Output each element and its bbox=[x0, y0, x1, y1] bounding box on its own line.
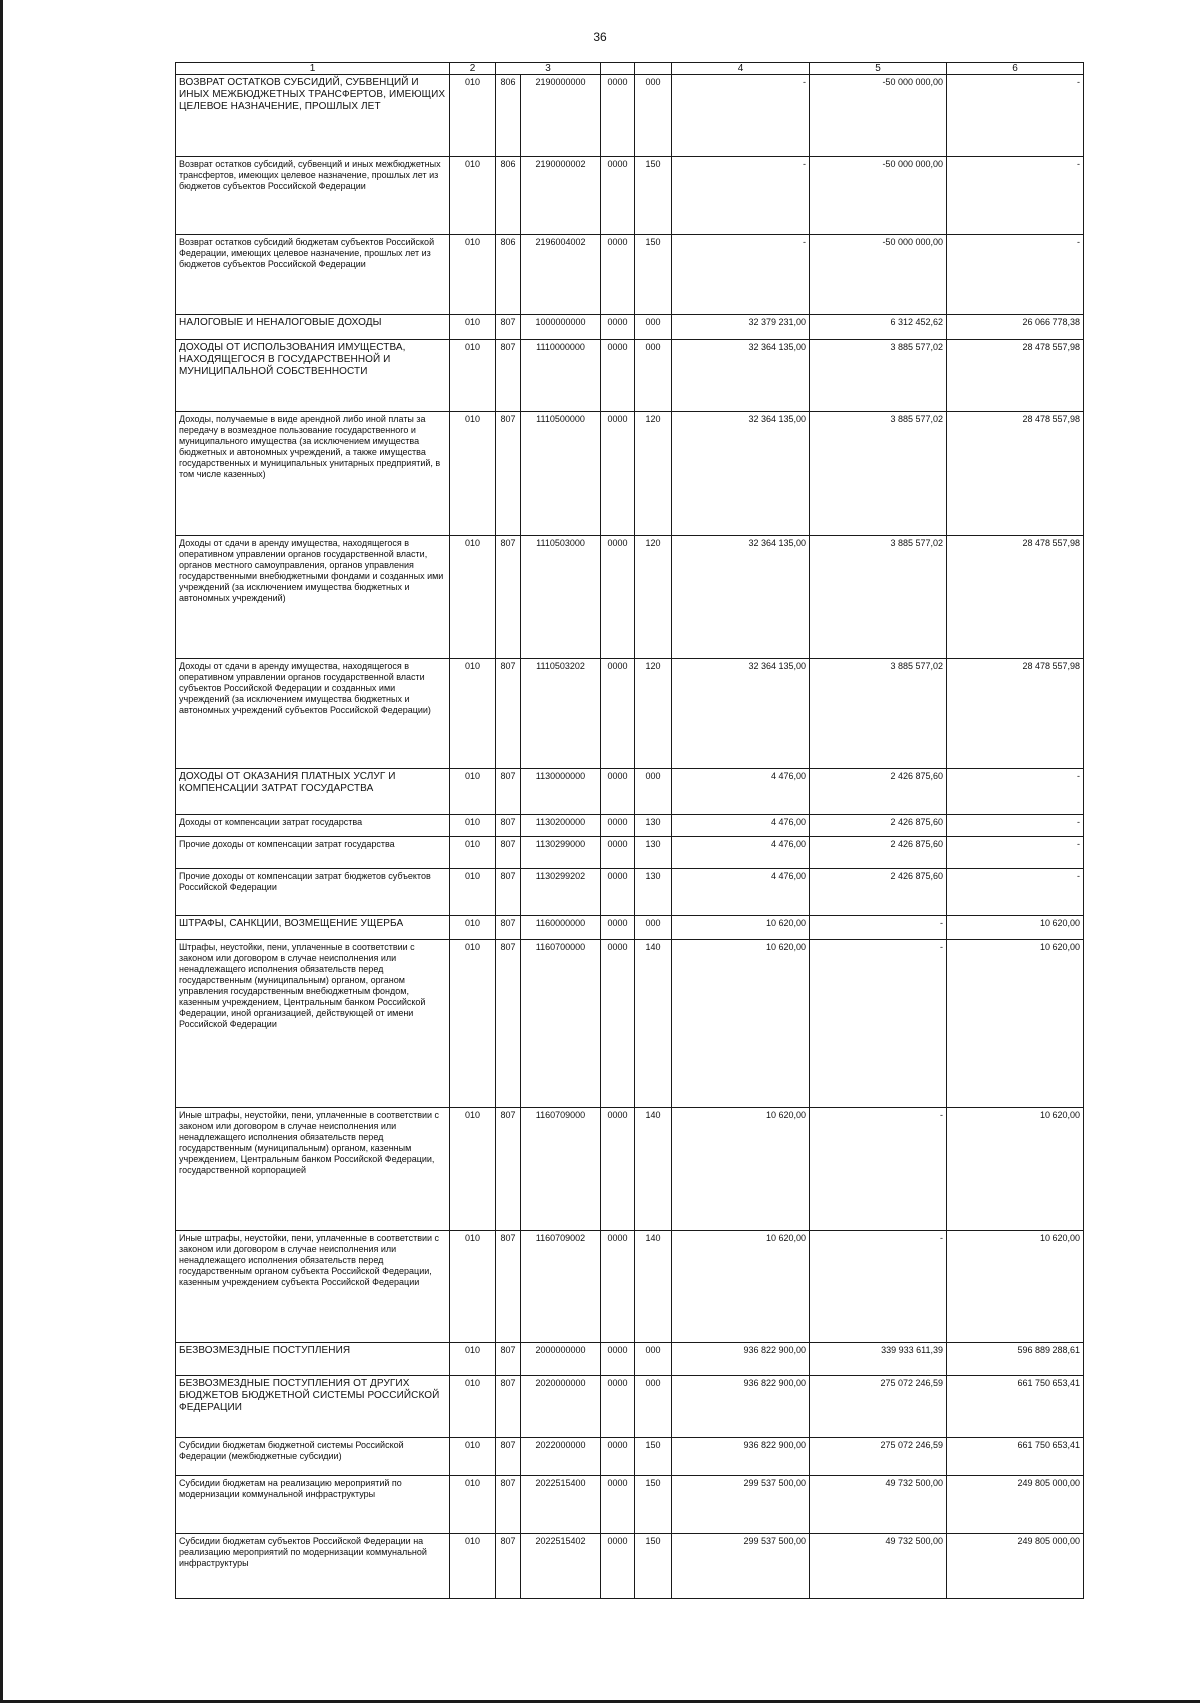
line-code: 010 bbox=[450, 916, 496, 940]
unexecuted-amount: 28 478 557,98 bbox=[947, 340, 1084, 412]
approved-amount: 10 620,00 bbox=[672, 1231, 810, 1343]
unexecuted-amount: - bbox=[947, 769, 1084, 815]
line-code: 010 bbox=[450, 315, 496, 340]
column-number-header: 4 bbox=[672, 63, 810, 75]
revenue-code: 1000000000 bbox=[521, 315, 601, 340]
line-code: 010 bbox=[450, 412, 496, 536]
row-name: ДОХОДЫ ОТ ОКАЗАНИЯ ПЛАТНЫХ УСЛУГ И КОМПЕНСАЦИИ ЗАТРАТ ГОСУДАРСТВА bbox=[176, 769, 450, 815]
executed-amount: 3 885 577,02 bbox=[810, 412, 947, 536]
table-row bbox=[176, 837, 1084, 869]
revenue-code: 2022515402 bbox=[521, 1534, 601, 1599]
revenue-code: 1160000000 bbox=[521, 916, 601, 940]
row-name: Доходы от сдачи в аренду имущества, находящегося в оперативном управлении органов государственной власти субъектов Российской Федерации и созданных ими учреждений (за исключением имущества бюджетных и автономных учреждений субъектов Российской Федерации) bbox=[176, 659, 450, 769]
unexecuted-amount: - bbox=[947, 157, 1084, 235]
table-row bbox=[176, 1343, 1084, 1376]
classification-code: 120 bbox=[635, 659, 672, 769]
line-code: 010 bbox=[450, 837, 496, 869]
approved-amount: 4 476,00 bbox=[672, 815, 810, 837]
row-name: ДОХОДЫ ОТ ИСПОЛЬЗОВАНИЯ ИМУЩЕСТВА, НАХОДЯЩЕГОСЯ В ГОСУДАРСТВЕННОЙ И МУНИЦИПАЛЬНОЙ СОБСТВЕННОСТИ bbox=[176, 340, 450, 412]
approved-amount: 936 822 900,00 bbox=[672, 1343, 810, 1376]
column-number-header: 5 bbox=[810, 63, 947, 75]
executed-amount: -50 000 000,00 bbox=[810, 235, 947, 315]
executed-amount: 2 426 875,60 bbox=[810, 837, 947, 869]
row-name: Возврат остатков субсидий, субвенций и иных межбюджетных трансфертов, имеющих целевое назначение, прошлых лет из бюджетов субъектов Российской Федерации bbox=[176, 157, 450, 235]
approved-amount: 32 364 135,00 bbox=[672, 340, 810, 412]
admin-code: 807 bbox=[496, 815, 521, 837]
approved-amount: 4 476,00 bbox=[672, 869, 810, 916]
subtype-code: 0000 bbox=[601, 536, 635, 659]
unexecuted-amount: 26 066 778,38 bbox=[947, 315, 1084, 340]
admin-code: 807 bbox=[496, 916, 521, 940]
table-row bbox=[176, 235, 1084, 315]
admin-code: 806 bbox=[496, 75, 521, 157]
unexecuted-amount: 249 805 000,00 bbox=[947, 1534, 1084, 1599]
line-code: 010 bbox=[450, 340, 496, 412]
column-number-header bbox=[635, 63, 672, 75]
revenue-code: 1110500000 bbox=[521, 412, 601, 536]
revenue-code: 1160709000 bbox=[521, 1108, 601, 1231]
approved-amount: 4 476,00 bbox=[672, 769, 810, 815]
admin-code: 806 bbox=[496, 157, 521, 235]
executed-amount: 49 732 500,00 bbox=[810, 1476, 947, 1534]
line-code: 010 bbox=[450, 1231, 496, 1343]
classification-code: 150 bbox=[635, 235, 672, 315]
unexecuted-amount: - bbox=[947, 235, 1084, 315]
subtype-code: 0000 bbox=[601, 75, 635, 157]
revenue-code: 1160709002 bbox=[521, 1231, 601, 1343]
revenue-code: 2022000000 bbox=[521, 1438, 601, 1476]
unexecuted-amount: - bbox=[947, 815, 1084, 837]
line-code: 010 bbox=[450, 536, 496, 659]
executed-amount: 49 732 500,00 bbox=[810, 1534, 947, 1599]
subtype-code: 0000 bbox=[601, 315, 635, 340]
revenue-code: 2022515400 bbox=[521, 1476, 601, 1534]
approved-amount: 32 364 135,00 bbox=[672, 536, 810, 659]
executed-amount: - bbox=[810, 940, 947, 1108]
table-row bbox=[176, 940, 1084, 1108]
approved-amount: 299 537 500,00 bbox=[672, 1534, 810, 1599]
executed-amount: 3 885 577,02 bbox=[810, 659, 947, 769]
subtype-code: 0000 bbox=[601, 940, 635, 1108]
revenue-code: 2190000002 bbox=[521, 157, 601, 235]
row-name: Доходы, получаемые в виде арендной либо иной платы за передачу в возмездное пользование государственного и муниципального имущества (за исключением имущества бюджетных и автономных учреждений, а также имущества государственных и муниципальных унитарных предприятий, в том числе казенных) bbox=[176, 412, 450, 536]
subtype-code: 0000 bbox=[601, 916, 635, 940]
row-name: БЕЗВОЗМЕЗДНЫЕ ПОСТУПЛЕНИЯ bbox=[176, 1343, 450, 1376]
revenue-code: 2000000000 bbox=[521, 1343, 601, 1376]
classification-code: 000 bbox=[635, 769, 672, 815]
admin-code: 807 bbox=[496, 837, 521, 869]
scan-edge-left bbox=[0, 0, 3, 1703]
table-row bbox=[176, 1476, 1084, 1534]
revenue-code: 1130299202 bbox=[521, 869, 601, 916]
subtype-code: 0000 bbox=[601, 869, 635, 916]
approved-amount: 936 822 900,00 bbox=[672, 1438, 810, 1476]
line-code: 010 bbox=[450, 869, 496, 916]
column-number-header: 3 bbox=[496, 63, 601, 75]
approved-amount: 32 364 135,00 bbox=[672, 412, 810, 536]
unexecuted-amount: 661 750 653,41 bbox=[947, 1376, 1084, 1438]
admin-code: 807 bbox=[496, 1476, 521, 1534]
row-name: Субсидии бюджетам на реализацию мероприятий по модернизации коммунальной инфраструктуры bbox=[176, 1476, 450, 1534]
classification-code: 150 bbox=[635, 1438, 672, 1476]
admin-code: 807 bbox=[496, 1438, 521, 1476]
row-name: Субсидии бюджетам бюджетной системы Российской Федерации (межбюджетные субсидии) bbox=[176, 1438, 450, 1476]
executed-amount: 2 426 875,60 bbox=[810, 815, 947, 837]
table-row bbox=[176, 1438, 1084, 1476]
classification-code: 150 bbox=[635, 1476, 672, 1534]
row-name: Прочие доходы от компенсации затрат государства bbox=[176, 837, 450, 869]
unexecuted-amount: 28 478 557,98 bbox=[947, 659, 1084, 769]
subtype-code: 0000 bbox=[601, 1231, 635, 1343]
revenue-code: 1110503202 bbox=[521, 659, 601, 769]
line-code: 010 bbox=[450, 1438, 496, 1476]
approved-amount: - bbox=[672, 235, 810, 315]
executed-amount: 339 933 611,39 bbox=[810, 1343, 947, 1376]
admin-code: 807 bbox=[496, 340, 521, 412]
admin-code: 807 bbox=[496, 769, 521, 815]
classification-code: 130 bbox=[635, 869, 672, 916]
unexecuted-amount: 10 620,00 bbox=[947, 940, 1084, 1108]
executed-amount: - bbox=[810, 916, 947, 940]
unexecuted-amount: 28 478 557,98 bbox=[947, 536, 1084, 659]
classification-code: 140 bbox=[635, 1108, 672, 1231]
subtype-code: 0000 bbox=[601, 1343, 635, 1376]
table-row bbox=[176, 340, 1084, 412]
classification-code: 130 bbox=[635, 815, 672, 837]
subtype-code: 0000 bbox=[601, 235, 635, 315]
table-row bbox=[176, 315, 1084, 340]
column-number-header: 6 bbox=[947, 63, 1084, 75]
revenue-code: 2020000000 bbox=[521, 1376, 601, 1438]
row-name: Штрафы, неустойки, пени, уплаченные в соответствии с законом или договором в случае неисполнения или ненадлежащего исполнения обязательств перед государственным (муниципальным) органом, органом управления государственным внебюджетным фондом, казенным учреждением, Центральным банком Российской Федерации, иной организацией, действующей от имени Российской Федерации bbox=[176, 940, 450, 1108]
line-code: 010 bbox=[450, 1534, 496, 1599]
revenue-code: 1130200000 bbox=[521, 815, 601, 837]
unexecuted-amount: 28 478 557,98 bbox=[947, 412, 1084, 536]
executed-amount: 2 426 875,60 bbox=[810, 769, 947, 815]
subtype-code: 0000 bbox=[601, 1534, 635, 1599]
classification-code: 140 bbox=[635, 1231, 672, 1343]
classification-code: 140 bbox=[635, 940, 672, 1108]
unexecuted-amount: 10 620,00 bbox=[947, 916, 1084, 940]
table-row bbox=[176, 659, 1084, 769]
subtype-code: 0000 bbox=[601, 815, 635, 837]
subtype-code: 0000 bbox=[601, 412, 635, 536]
revenue-code: 1110000000 bbox=[521, 340, 601, 412]
executed-amount: - bbox=[810, 1108, 947, 1231]
revenue-code: 2190000000 bbox=[521, 75, 601, 157]
revenue-code: 1130299000 bbox=[521, 837, 601, 869]
approved-amount: - bbox=[672, 157, 810, 235]
row-name: Иные штрафы, неустойки, пени, уплаченные в соответствии с законом или договором в случае неисполнения или ненадлежащего исполнения обязательств перед государственным (муниципальным) органом, казенным учреждением, Центральным банком Российской Федерации, государственной корпорацией bbox=[176, 1108, 450, 1231]
line-code: 010 bbox=[450, 235, 496, 315]
table-row bbox=[176, 769, 1084, 815]
line-code: 010 bbox=[450, 75, 496, 157]
row-name: Иные штрафы, неустойки, пени, уплаченные в соответствии с законом или договором в случае неисполнения или ненадлежащего исполнения обязательств перед государственным органом субъекта Российской Федерации, казенным учреждением субъекта Российской Федерации bbox=[176, 1231, 450, 1343]
line-code: 010 bbox=[450, 769, 496, 815]
executed-amount: 2 426 875,60 bbox=[810, 869, 947, 916]
table-row bbox=[176, 157, 1084, 235]
executed-amount: 275 072 246,59 bbox=[810, 1438, 947, 1476]
approved-amount: 10 620,00 bbox=[672, 916, 810, 940]
executed-amount: 6 312 452,62 bbox=[810, 315, 947, 340]
admin-code: 807 bbox=[496, 1343, 521, 1376]
row-name: Субсидии бюджетам субъектов Российской Федерации на реализацию мероприятий по модернизации коммунальной инфраструктуры bbox=[176, 1534, 450, 1599]
approved-amount: 10 620,00 bbox=[672, 1108, 810, 1231]
unexecuted-amount: - bbox=[947, 75, 1084, 157]
classification-code: 120 bbox=[635, 536, 672, 659]
approved-amount: - bbox=[672, 75, 810, 157]
approved-amount: 936 822 900,00 bbox=[672, 1376, 810, 1438]
admin-code: 806 bbox=[496, 235, 521, 315]
approved-amount: 4 476,00 bbox=[672, 837, 810, 869]
line-code: 010 bbox=[450, 940, 496, 1108]
revenue-code: 1130000000 bbox=[521, 769, 601, 815]
table-row bbox=[176, 1376, 1084, 1438]
unexecuted-amount: 10 620,00 bbox=[947, 1231, 1084, 1343]
table-row bbox=[176, 916, 1084, 940]
classification-code: 000 bbox=[635, 916, 672, 940]
column-number-header bbox=[601, 63, 635, 75]
row-name: ВОЗВРАТ ОСТАТКОВ СУБСИДИЙ, СУБВЕНЦИЙ И ИНЫХ МЕЖБЮДЖЕТНЫХ ТРАНСФЕРТОВ, ИМЕЮЩИХ ЦЕЛЕВОЕ НАЗНАЧЕНИЕ, ПРОШЛЫХ ЛЕТ bbox=[176, 75, 450, 157]
classification-code: 000 bbox=[635, 340, 672, 412]
admin-code: 807 bbox=[496, 659, 521, 769]
table-row bbox=[176, 1231, 1084, 1343]
revenue-code: 1160700000 bbox=[521, 940, 601, 1108]
classification-code: 130 bbox=[635, 837, 672, 869]
line-code: 010 bbox=[450, 157, 496, 235]
classification-code: 150 bbox=[635, 157, 672, 235]
approved-amount: 32 379 231,00 bbox=[672, 315, 810, 340]
unexecuted-amount: 10 620,00 bbox=[947, 1108, 1084, 1231]
admin-code: 807 bbox=[496, 1534, 521, 1599]
subtype-code: 0000 bbox=[601, 1108, 635, 1231]
subtype-code: 0000 bbox=[601, 837, 635, 869]
row-name: ШТРАФЫ, САНКЦИИ, ВОЗМЕЩЕНИЕ УЩЕРБА bbox=[176, 916, 450, 940]
approved-amount: 32 364 135,00 bbox=[672, 659, 810, 769]
table-body bbox=[176, 63, 1084, 1599]
admin-code: 807 bbox=[496, 536, 521, 659]
budget-table bbox=[175, 62, 1084, 1599]
table-row bbox=[176, 1108, 1084, 1231]
table-row bbox=[176, 815, 1084, 837]
classification-code: 120 bbox=[635, 412, 672, 536]
admin-code: 807 bbox=[496, 940, 521, 1108]
subtype-code: 0000 bbox=[601, 1438, 635, 1476]
executed-amount: - bbox=[810, 1231, 947, 1343]
line-code: 010 bbox=[450, 1108, 496, 1231]
admin-code: 807 bbox=[496, 412, 521, 536]
column-number-row bbox=[176, 63, 1084, 75]
column-number-header: 1 bbox=[176, 63, 450, 75]
classification-code: 000 bbox=[635, 315, 672, 340]
executed-amount: 3 885 577,02 bbox=[810, 536, 947, 659]
admin-code: 807 bbox=[496, 869, 521, 916]
line-code: 010 bbox=[450, 659, 496, 769]
page-number: 36 bbox=[593, 30, 607, 44]
row-name: БЕЗВОЗМЕЗДНЫЕ ПОСТУПЛЕНИЯ ОТ ДРУГИХ БЮДЖЕТОВ БЮДЖЕТНОЙ СИСТЕМЫ РОССИЙСКОЙ ФЕДЕРАЦИИ bbox=[176, 1376, 450, 1438]
classification-code: 000 bbox=[635, 1376, 672, 1438]
classification-code: 000 bbox=[635, 75, 672, 157]
row-name: Возврат остатков субсидий бюджетам субъектов Российской Федерации, имеющих целевое назначение, прошлых лет из бюджетов субъектов Российской Федерации bbox=[176, 235, 450, 315]
line-code: 010 bbox=[450, 1476, 496, 1534]
table-row bbox=[176, 869, 1084, 916]
table-row bbox=[176, 536, 1084, 659]
unexecuted-amount: - bbox=[947, 869, 1084, 916]
approved-amount: 299 537 500,00 bbox=[672, 1476, 810, 1534]
unexecuted-amount: 249 805 000,00 bbox=[947, 1476, 1084, 1534]
admin-code: 807 bbox=[496, 1108, 521, 1231]
row-name: Доходы от сдачи в аренду имущества, находящегося в оперативном управлении органов государственной власти, органов местного самоуправления, органов управления государственными внебюджетными фондами и созданных ими учреждений (за исключением имущества бюджетных и автономных учреждений) bbox=[176, 536, 450, 659]
executed-amount: 3 885 577,02 bbox=[810, 340, 947, 412]
admin-code: 807 bbox=[496, 315, 521, 340]
approved-amount: 10 620,00 bbox=[672, 940, 810, 1108]
executed-amount: -50 000 000,00 bbox=[810, 75, 947, 157]
subtype-code: 0000 bbox=[601, 659, 635, 769]
subtype-code: 0000 bbox=[601, 1476, 635, 1534]
executed-amount: 275 072 246,59 bbox=[810, 1376, 947, 1438]
line-code: 010 bbox=[450, 815, 496, 837]
table-row bbox=[176, 1534, 1084, 1599]
admin-code: 807 bbox=[496, 1231, 521, 1343]
subtype-code: 0000 bbox=[601, 769, 635, 815]
line-code: 010 bbox=[450, 1376, 496, 1438]
executed-amount: -50 000 000,00 bbox=[810, 157, 947, 235]
subtype-code: 0000 bbox=[601, 340, 635, 412]
revenue-code: 1110503000 bbox=[521, 536, 601, 659]
table-row bbox=[176, 75, 1084, 157]
admin-code: 807 bbox=[496, 1376, 521, 1438]
unexecuted-amount: 661 750 653,41 bbox=[947, 1438, 1084, 1476]
row-name: Прочие доходы от компенсации затрат бюджетов субъектов Российской Федерации bbox=[176, 869, 450, 916]
unexecuted-amount: - bbox=[947, 837, 1084, 869]
table-row bbox=[176, 412, 1084, 536]
subtype-code: 0000 bbox=[601, 1376, 635, 1438]
subtype-code: 0000 bbox=[601, 157, 635, 235]
revenue-code: 2196004002 bbox=[521, 235, 601, 315]
classification-code: 150 bbox=[635, 1534, 672, 1599]
classification-code: 000 bbox=[635, 1343, 672, 1376]
column-number-header: 2 bbox=[450, 63, 496, 75]
line-code: 010 bbox=[450, 1343, 496, 1376]
row-name: Доходы от компенсации затрат государства bbox=[176, 815, 450, 837]
unexecuted-amount: 596 889 288,61 bbox=[947, 1343, 1084, 1376]
row-name: НАЛОГОВЫЕ И НЕНАЛОГОВЫЕ ДОХОДЫ bbox=[176, 315, 450, 340]
